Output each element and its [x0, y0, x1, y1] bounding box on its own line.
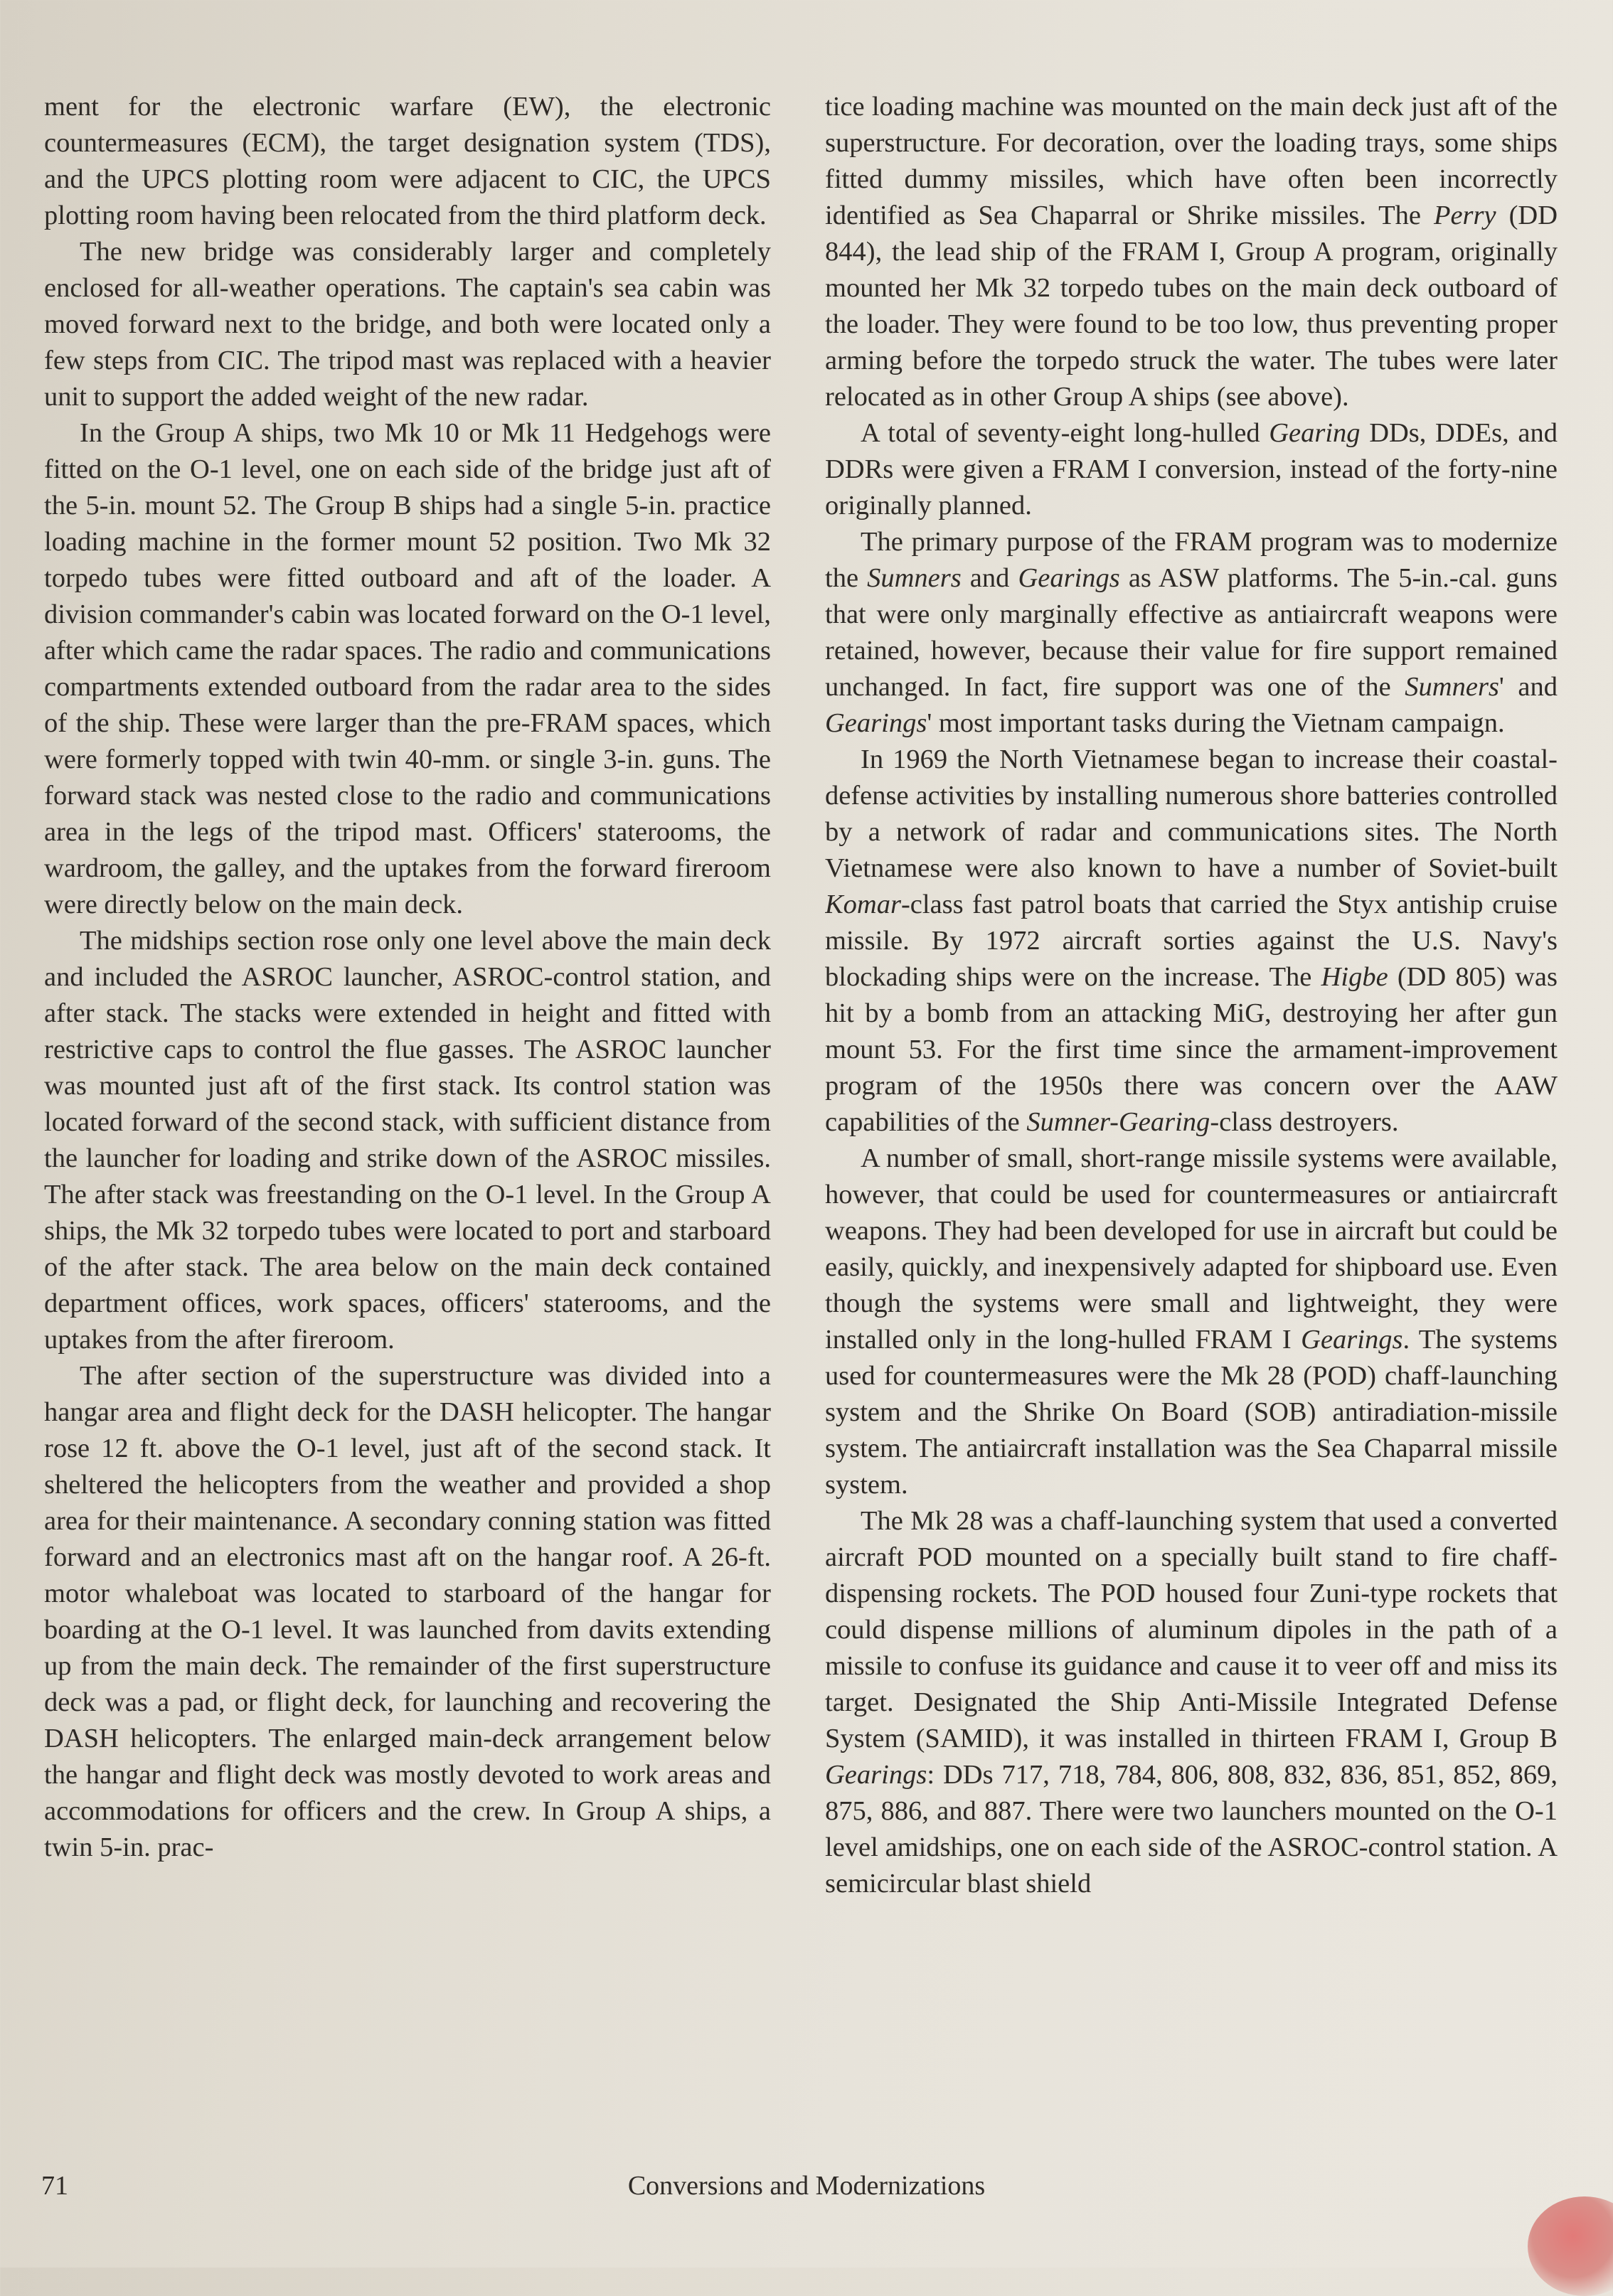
text-run: (DD 805) was hit by a bomb from an attacking MiG, destroying her after gun mount 53. For the first time since the armament-improvement program of the 1950s there was concern over the AAW capabilities of the [825, 962, 1558, 1137]
text-run: The Mk 28 was a chaff-launching system that used a converted aircraft POD mounted on a specially built stand to fire chaff-dispensing rockets. The POD housed four Zuni-type rockets that could dispense millions of aluminum dipoles in the path of a missile to confuse its guidance and cause it to veer off and miss its target. Designated the Ship Anti-Missile Integrated Defense System (SAMID), it was installed in thirteen FRAM I, Group B [825, 1506, 1558, 1753]
text-run: In 1969 the North Vietnamese began to increase their coastal-defense activities by installing numerous shore batteries controlled by a network of radar and communications sites. The North Vietnamese were also known to have a number of Soviet-built [825, 744, 1558, 883]
text-run: (DD 844), the lead ship of the FRAM I, Group A program, originally mounted her Mk 32 torpedo tubes on the main deck outboard of the loader. They were found to be too low, thus preventing proper arming before the torpedo struck the water. The tubes were later relocated as in other Group A ships (see above). [825, 201, 1558, 412]
paragraph [825, 415, 1558, 524]
ship-class-name: Gearings [825, 708, 927, 738]
text-run: A number of small, short-range missile systems were available, however, that could be used for countermeasures or antiaircraft weapons. They had been developed for use in aircraft but could be easily, quickly, and inexpensively adapted for shipboard use. Even though the systems were small and lightweight, they were installed only in the long-hulled FRAM I [825, 1143, 1558, 1355]
text-run: The primary purpose of the FRAM program was to modernize the [825, 527, 1558, 593]
ship-name: Higbe [1321, 962, 1388, 992]
running-title: Conversions and Modernizations [627, 2171, 986, 2201]
page-number: 71 [41, 2171, 68, 2201]
paragraph: The new bridge was considerably larger and completely enclosed for all-weather operations. The captain's sea cabin was moved forward next to the bridge, and both were located only a few steps from CIC. The tripod mast was replaced with a heavier unit to support the added weight of the new radar. [44, 237, 771, 412]
paragraph: The after section of the superstructure was divided into a hangar area and flight deck for the DASH helicopter. The hangar rose 12 ft. above the O-1 level, just aft of the second stack. It sheltered the helicopters from the weather and provided a shop area for their maintenance. A secondary conning station was fitted forward and an electronics mast aft on the hangar roof. A 26-ft. motor whaleboat was located to starboard of the hangar for boarding at the O-1 level. It was launched from davits extending up from the main deck. The remainder of the first superstructure deck was a pad, or flight deck, for launching and recovering the DASH helicopters. The enlarged main-deck arrangement below the hangar and flight deck was mostly devoted to work areas and accommodations for officers and the crew. In Group A ships, a twin 5-in. prac- [44, 1361, 771, 1862]
paragraph [825, 742, 1558, 1141]
page-footer [0, 2170, 1613, 2213]
paragraph: ment for the electronic warfare (EW), the electronic countermeasures (ECM), the target designation system (TDS), and the UPCS plotting room were adjacent to CIC, the UPCS plotting room having been relocated from the third platform deck. [44, 92, 771, 230]
right-text-column [825, 89, 1558, 2101]
text-run: DDs, DDEs, and DDRs were given a FRAM I conversion, instead of the forty-nine originally planned. [825, 418, 1558, 520]
text-run: -class destroyers. [1210, 1107, 1399, 1137]
paragraph [825, 89, 1558, 415]
text-run: A total of seventy-eight long-hulled [861, 418, 1269, 448]
ship-class-name: Gearings [1301, 1325, 1403, 1355]
text-run: ' most important tasks during the Vietnam campaign. [927, 708, 1505, 738]
paragraph: In the Group A ships, two Mk 10 or Mk 11 Hedgehogs were fitted on the O-1 level, one on each side of the bridge just aft of the 5-in. mount 52. The Group B ships had a single 5-in. practice loading machine in the former mount 52 position. Two Mk 32 torpedo tubes were fitted outboard and aft of the loader. A division commander's cabin was located forward on the O-1 level, after which came the radar spaces. The radio and communications compartments extended outboard from the radar area to the sides of the ship. These were larger than the pre-FRAM spaces, which were formerly topped with twin 40-mm. or single 3-in. guns. The forward stack was nested close to the radio and communications area in the legs of the tripod mast. Officers' staterooms, the wardroom, the galley, and the uptakes from the forward fireroom were directly below on the main deck. [44, 418, 771, 919]
paragraph [825, 1141, 1558, 1503]
ship-class-name: Gearings [1018, 563, 1120, 593]
text-run: . The systems used for countermeasures were the Mk 28 (POD) chaff-launching system and the Shrike On Board (SOB) antiradiation-missile system. The antiaircraft installation was the Sea Chaparral missile system. [825, 1325, 1558, 1500]
text-run: : DDs 717, 718, 784, 806, 808, 832, 836, 851, 852, 869, 875, 886, and 887. There were two launchers mounted on the O-1 level amidships, one on each side of the ASROC-control station. A semicircular blast shield [825, 1760, 1558, 1899]
paragraph [825, 524, 1558, 742]
ship-class-name: Sumners [867, 563, 962, 593]
ship-class-name: Komar [825, 890, 901, 919]
left-text-column [44, 89, 771, 2101]
ship-name: Perry [1433, 201, 1496, 230]
ship-class-name: Gearings [825, 1760, 927, 1790]
ship-class-name: Sumners [1405, 672, 1499, 702]
paragraph [825, 1503, 1558, 1902]
paragraph: The midships section rose only one level above the main deck and included the ASROC launcher, ASROC-control station, and after stack. The stacks were extended in height and fitted with restrictive caps to control the flue gasses. The ASROC launcher was mounted just aft of the first stack. Its control station was located forward of the second stack, with sufficient distance from the launcher for loading and strike down of the ASROC missiles. The after stack was freestanding on the O-1 level. In the Group A ships, the Mk 32 torpedo tubes were located to port and starboard of the after stack. The area below on the main deck contained department offices, work spaces, officers' staterooms, and the uptakes from the after fireroom. [44, 926, 771, 1355]
text-run: tice loading machine was mounted on the main deck just aft of the superstructure. For decoration, over the loading trays, some ships fitted dummy missiles, which have often been incorrectly identified as Sea Chaparral or Shrike missiles. The [825, 92, 1558, 230]
ship-class-name: Gearing [1269, 418, 1361, 448]
text-run: as ASW platforms. The 5-in.-cal. guns that were only marginally effective as antiaircraft weapons were retained, however, because their value for fire support remained unchanged. In fact, fire support was one of the [825, 563, 1558, 702]
text-run: and [961, 563, 1018, 593]
ship-class-name: Sumner-Gearing [1026, 1107, 1210, 1137]
text-run: -class fast patrol boats that carried the Styx antiship cruise missile. By 1972 aircraft sorties against the U.S. Navy's blockading ships were on the increase. The [825, 890, 1558, 992]
text-run: ' and [1498, 672, 1558, 702]
